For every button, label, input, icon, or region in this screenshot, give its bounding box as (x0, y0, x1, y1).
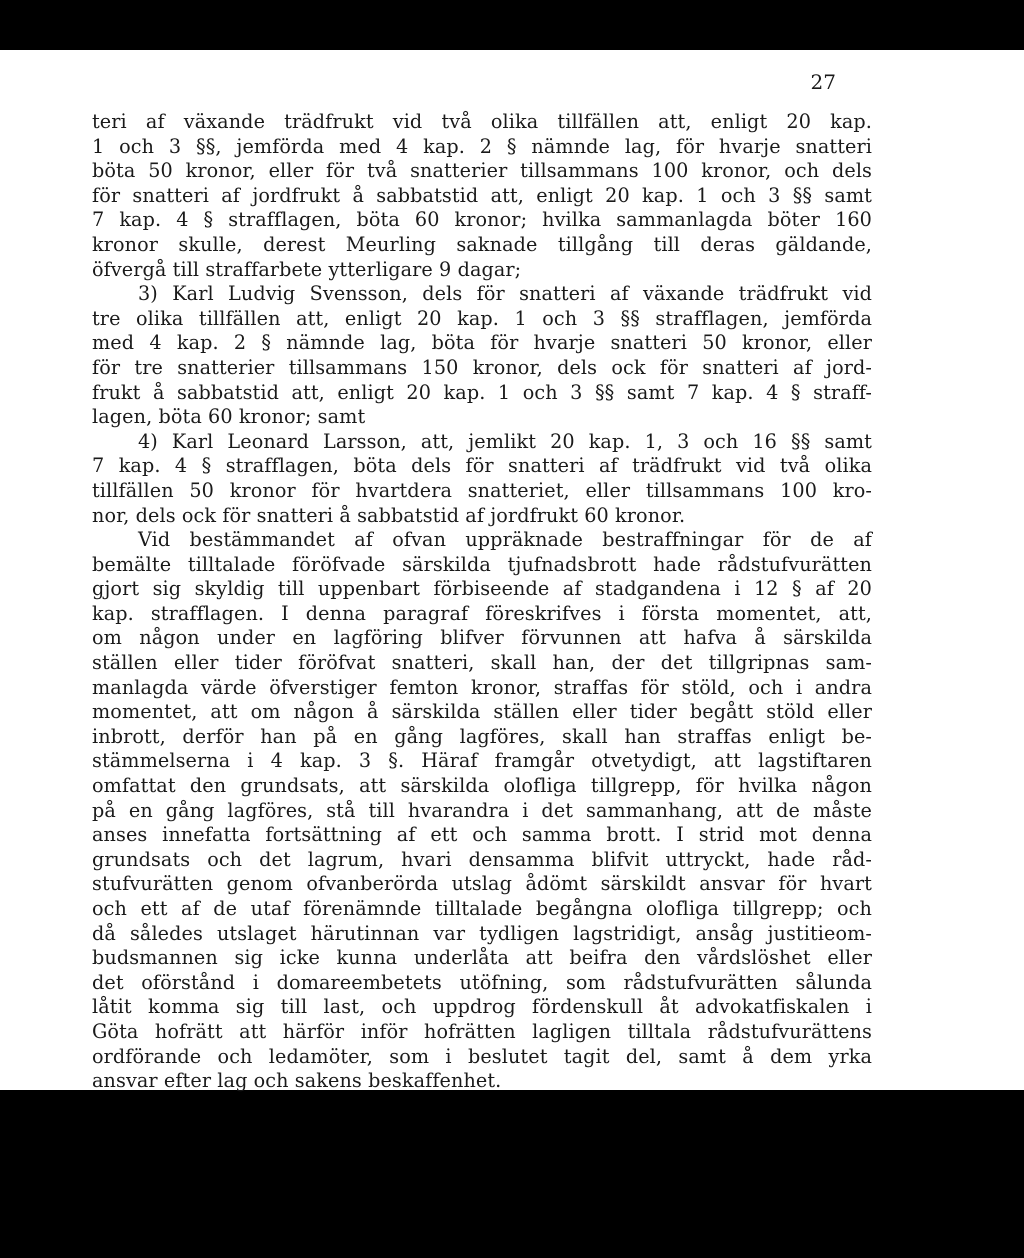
text-line: gjort sig skyldig till uppenbart förbiseende af stadgandena i 12 § af 20 (92, 577, 872, 601)
text-line: 1 och 3 §§, jemförda med 4 kap. 2 § nämnde lag, för hvarje snatteri (92, 134, 872, 158)
text-line: bemälte tilltalade föröfvade särskilda tjufnadsbrott hade rådstufvurätten (92, 552, 872, 576)
text-line: böta 50 kronor, eller för två snatterier tillsammans 100 kronor, och dels (92, 159, 872, 183)
text-line: teri af växande trädfrukt vid två olika tillfällen att, enligt 20 kap. (92, 110, 872, 133)
text-line: för snatteri af jordfrukt å sabbatstid att, enligt 20 kap. 1 och 3 §§ samt (92, 183, 872, 207)
text-line: tillfällen 50 kronor för hvartdera snatteriet, eller tillsammans 100 kro- (92, 478, 872, 502)
text-line: för tre snatterier tillsammans 150 kronor, dels ock för snatteri af jord- (92, 355, 872, 379)
text-line: frukt å sabbatstid att, enligt 20 kap. 1 och 3 §§ samt 7 kap. 4 § straff- (92, 380, 872, 404)
text-line: Göta hofrätt att härför inför hofrätten lagligen tilltala rådstufvurättens (92, 1019, 872, 1043)
text-line: ansvar efter lag och sakens beskaffenhet. (92, 1069, 502, 1093)
text-line: tre olika tillfällen att, enligt 20 kap. 1 och 3 §§ strafflagen, jemförda (92, 306, 872, 330)
text-line: öfvergå till straffarbete ytterligare 9 dagar; (92, 257, 522, 281)
text-line: ordförande och ledamöter, som i beslutet tagit del, samt å dem yrka (92, 1044, 872, 1068)
text-line: om någon under en lagföring blifver förvunnen att hafva å särskilda (92, 626, 872, 650)
text-line: 3) Karl Ludvig Svensson, dels för snatteri af växande trädfrukt vid (138, 282, 872, 306)
text-line: på en gång lagföres, stå till hvarandra i det sammanhang, att de måste (92, 798, 872, 822)
text-line: 7 kap. 4 § strafflagen, böta 60 kronor; hvilka sammanlagda böter 160 (92, 208, 872, 232)
text-line: omfattat den grundsats, att särskilda olofliga tillgrepp, för hvilka någon (92, 774, 872, 798)
text-line: ställen eller tider föröfvat snatteri, skall han, der det tillgripnas sam- (92, 651, 872, 675)
text-line: stufvurätten genom ofvanberörda utslag ådömt särskildt ansvar för hvart (92, 872, 872, 896)
text-line: anses innefatta fortsättning af ett och samma brott. I strid mot denna (92, 823, 872, 847)
text-line: med 4 kap. 2 § nämnde lag, böta för hvarje snatteri 50 kronor, eller (92, 331, 872, 355)
text-line: momentet, att om någon å särskilda ställen eller tider begått stöld eller (92, 700, 872, 724)
text-line: kronor skulle, derest Meurling saknade tillgång till deras gäldande, (92, 232, 872, 256)
text-line: då således utslaget härutinnan var tydligen lagstridigt, ansåg justitieom- (92, 921, 872, 945)
text-line: kap. strafflagen. I denna paragraf föreskrifves i första momentet, att, (92, 601, 872, 625)
text-line: manlagda värde öfverstiger femton kronor, straffas för stöld, och i andra (92, 675, 872, 699)
text-line: inbrott, derför han på en gång lagföres, skall han straffas enligt be- (92, 724, 872, 748)
text-line: budsmannen sig icke kunna underlåta att beifra den vårdslöshet eller (92, 946, 872, 970)
page-number: 27 (810, 70, 836, 94)
text-line: låtit komma sig till last, och uppdrog fördenskull åt advokatfiskalen i (92, 995, 872, 1019)
text-line: stämmelserna i 4 kap. 3 §. Häraf framgår otvetydigt, att lagstiftaren (92, 749, 872, 773)
text-line: 4) Karl Leonard Larsson, att, jemlikt 20 kap. 1, 3 och 16 §§ samt (138, 429, 872, 453)
text-line: Vid bestämmandet af ofvan uppräknade bestraffningar för de af (138, 528, 872, 552)
text-line: det oförstånd i domareembetets utöfning, som rådstufvurätten sålunda (92, 970, 872, 994)
body-text (92, 110, 872, 1094)
text-line: lagen, böta 60 kronor; samt (92, 405, 366, 429)
text-line: grundsats och det lagrum, hvari densamma blifvit uttryckt, hade råd- (92, 847, 872, 871)
text-line: nor, dels ock för snatteri å sabbatstid af jordfrukt 60 kronor. (92, 503, 686, 527)
text-line: 7 kap. 4 § strafflagen, böta dels för snatteri af trädfrukt vid två olika (92, 454, 872, 478)
text-line: och ett af de utaf förenämnde tilltalade begångna olofliga tillgrepp; och (92, 897, 872, 920)
